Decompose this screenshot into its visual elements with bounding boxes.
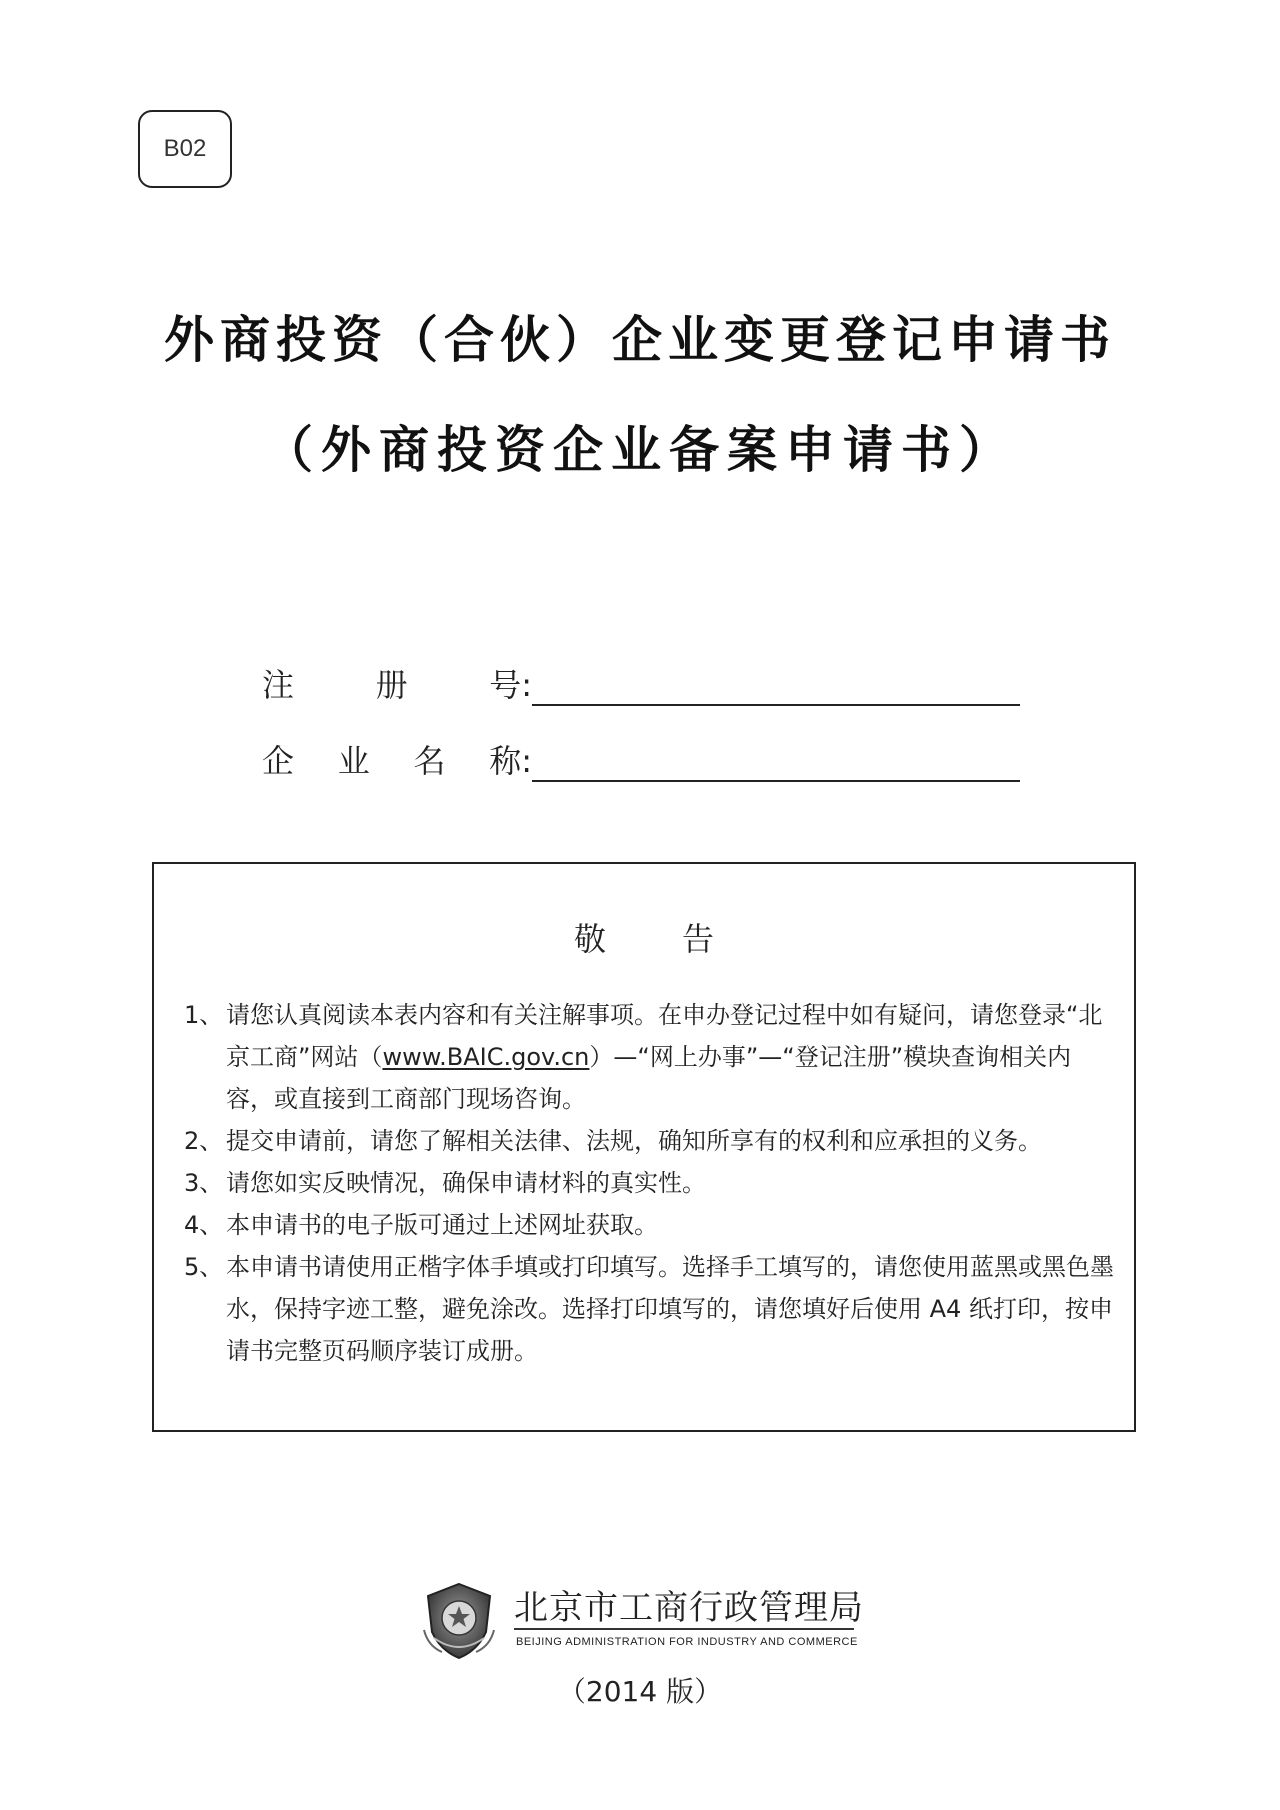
- notice-item-2: [184, 1120, 1114, 1162]
- notice-text-part: ）—“网上办事”—“登记注册”模块查询相关内容，或直接到工商部门现场咨询。: [226, 1043, 1072, 1113]
- label-char: 注: [262, 666, 295, 704]
- notice-item-number: 5、: [184, 1253, 224, 1281]
- label-colon: :: [521, 666, 532, 704]
- label-char: 号: [489, 666, 522, 704]
- edition-label: （2014 版）: [557, 1675, 723, 1708]
- notice-item-3: [184, 1162, 1114, 1204]
- form-code-badge: B02: [138, 110, 232, 188]
- notice-box: [152, 862, 1136, 1432]
- issuer-name-cn: 北京市工商行政管理局: [514, 1588, 864, 1628]
- notice-item-text: 请您如实反映情况，确保申请材料的真实性。: [226, 1169, 706, 1197]
- issuer-logo: [418, 1576, 868, 1676]
- registration-number-field: [262, 648, 1022, 708]
- notice-item-number: 2、: [184, 1127, 224, 1155]
- notice-title-char: 告: [682, 920, 715, 958]
- label-char: 称: [489, 742, 522, 780]
- label-char: 名: [413, 742, 446, 780]
- national-emblem-icon: [418, 1580, 500, 1662]
- notice-list: [184, 994, 1114, 1372]
- notice-text-part: 请您认真阅读本表内容和有关注解事项。在申办登记过程中如有疑问，请您登录“北京工商”网站（: [226, 1001, 1103, 1071]
- document-subtitle: （外商投资企业备案申请书）: [263, 421, 1017, 479]
- notice-item-5: [184, 1246, 1114, 1372]
- issuer-name-divider: [514, 1628, 854, 1630]
- notice-item-1: [184, 994, 1114, 1120]
- notice-title-char: 敬: [573, 920, 606, 958]
- enterprise-name-field: [262, 724, 1022, 784]
- label-char-with-colon: [489, 736, 532, 782]
- enterprise-name-blank-line: [532, 780, 1020, 782]
- notice-item-text: [226, 994, 1114, 1120]
- registration-number-blank-line: [532, 704, 1020, 706]
- baic-website-link[interactable]: www.BAIC.gov.cn: [382, 1043, 590, 1071]
- notice-item-number: 4、: [184, 1211, 224, 1239]
- notice-item-number: 1、: [184, 1001, 224, 1029]
- notice-title: [154, 914, 1134, 960]
- enterprise-name-label: [262, 736, 532, 784]
- notice-item-4: [184, 1204, 1114, 1246]
- issuer-name-en: BEIJING ADMINISTRATION FOR INDUSTRY AND COMMERCE: [516, 1636, 858, 1648]
- label-char: 业: [337, 742, 370, 780]
- registration-number-label: [262, 660, 532, 708]
- notice-item-number: 3、: [184, 1169, 224, 1197]
- label-colon: :: [521, 742, 532, 780]
- label-char: 册: [375, 666, 408, 704]
- document-title: 外商投资（合伙）企业变更登记申请书: [164, 311, 1116, 369]
- notice-item-text: 本申请书的电子版可通过上述网址获取。: [226, 1211, 658, 1239]
- label-char: 企: [262, 742, 295, 780]
- label-char-with-colon: [489, 660, 532, 706]
- notice-item-text: 本申请书请使用正楷字体手填或打印填写。选择手工填写的，请您使用蓝黑或黑色墨水，保持字迹工整，避免涂改。选择打印填写的，请您填好后使用 A4 纸打印，按申请书完整页码顺序装订成册。: [226, 1253, 1114, 1365]
- notice-item-text: 提交申请前，请您了解相关法律、法规，确知所享有的权利和应承担的义务。: [226, 1127, 1042, 1155]
